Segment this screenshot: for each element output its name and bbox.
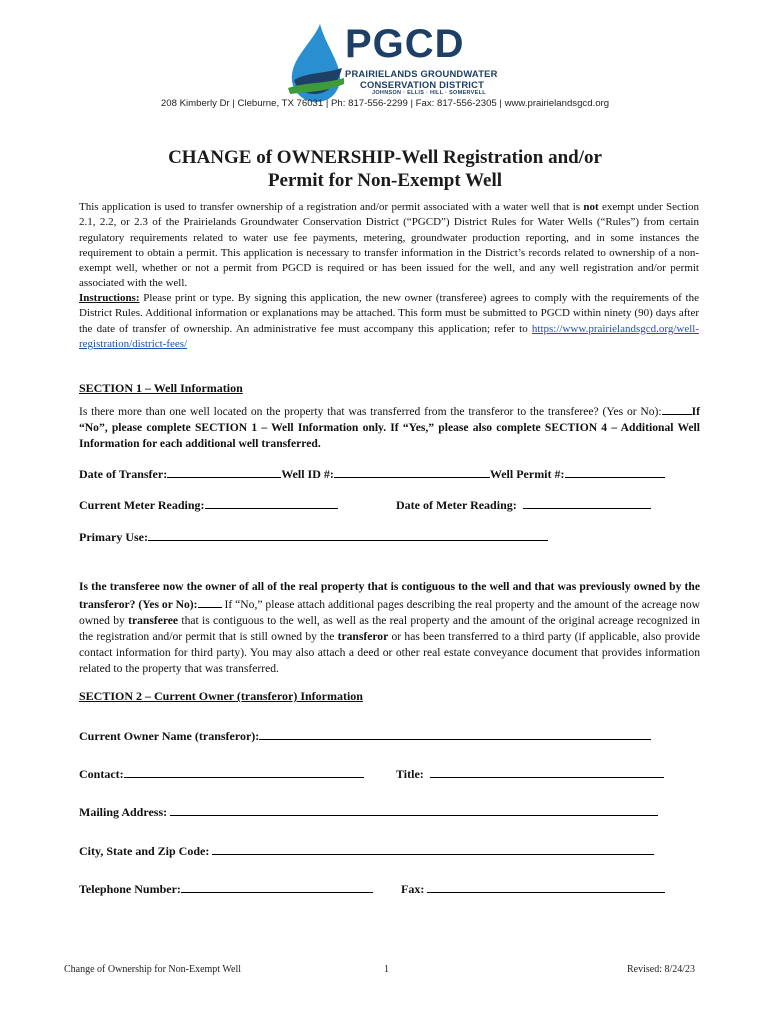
fax-row: Fax:	[401, 880, 665, 897]
instructions-label: Instructions:	[79, 292, 140, 304]
logo-subtitle: CONSERVATION DISTRICT	[360, 79, 484, 90]
footer-form-name: Change of Ownership for Non-Exempt Well	[64, 964, 242, 975]
water-drop-logo-icon	[284, 22, 346, 104]
current-meter-row: Current Meter Reading:	[79, 496, 338, 513]
current-meter-reading-field[interactable]	[205, 496, 338, 509]
letterhead	[0, 10, 770, 102]
date-of-meter-reading-field[interactable]	[523, 496, 651, 509]
logo-wordmark: PGCD	[345, 22, 465, 66]
mailing-address-row: Mailing Address:	[79, 803, 658, 820]
revised-date: Revised: 8/24/23	[627, 964, 696, 975]
city-state-zip-field[interactable]	[212, 842, 654, 855]
contact-row: Contact:	[79, 765, 364, 782]
section-1-heading: SECTION 1 – Well Information	[79, 381, 243, 395]
mailing-address-field[interactable]	[170, 803, 658, 816]
date-meter-row: Date of Meter Reading:	[396, 496, 651, 513]
date-of-transfer-field[interactable]	[167, 465, 281, 478]
owner-name-field[interactable]	[259, 727, 651, 740]
multiple-wells-question: Is there more than one well located on the property that was transferred from the transferor to the transferee? (Yes or No): If “No”, please complete SECTION 1 – Well Information only. If “Yes,” please also complete SECTION 4 – Additional Well Information for each additional well transferred.	[79, 402, 700, 452]
logo-counties: JOHNSON · ELLIS · HILL · SOMERVELL	[372, 90, 486, 96]
well-permit-field[interactable]	[565, 465, 665, 478]
district-fees-link[interactable]: https://www.prairielandsgcd.org/well-registration/district-fees/	[79, 322, 699, 350]
contact-field[interactable]	[124, 765, 364, 778]
address-line: 208 Kimberly Dr | Cleburne, TX 76031 | Ph: 817-556-2299 | Fax: 817-556-2305 | www.prairielandsgcd.org	[160, 98, 610, 109]
section-2-heading: SECTION 2 – Current Owner (transferor) Information	[79, 689, 363, 703]
page-title	[0, 146, 770, 192]
primary-use-row: Primary Use:	[79, 528, 548, 545]
telephone-row: Telephone Number:	[79, 880, 373, 897]
city-state-zip-row: City, State and Zip Code:	[79, 842, 654, 859]
fax-field[interactable]	[427, 880, 665, 893]
title-row: Title:	[396, 765, 664, 782]
title-field[interactable]	[430, 765, 664, 778]
multiple-wells-answer-field[interactable]	[662, 402, 692, 415]
page-number: 1	[384, 964, 389, 975]
well-info-row: Date of Transfer: Well ID #: Well Permit #:	[79, 465, 665, 482]
contiguous-answer-field[interactable]	[198, 595, 222, 608]
telephone-field[interactable]	[181, 880, 373, 893]
logo-subtitle: PRAIRIELANDS GROUNDWATER	[345, 68, 498, 79]
owner-name-row: Current Owner Name (transferor):	[79, 727, 651, 744]
well-id-field[interactable]	[334, 465, 490, 478]
title-line-1: CHANGE of OWNERSHIP-Well Registration and/or	[168, 147, 602, 168]
primary-use-field[interactable]	[148, 528, 548, 541]
contiguous-property-question: Is the transferee now the owner of all of the real property that is contiguous to the well and that was previously owned by the transferor? (Yes or No): If “No,” please attach additional pages describing the real property and the amount of the acreage now owned by transferee that is contiguous to the well, as well as the real property and the amount of the original acreage recognized in the registration and/or permit that is still owned by the transferor or has been transferred to a third party (if applicable, also provide contact information for third party). You may also attach a deed or other real estate conveyance document that provides information related to the property that was transferred.	[79, 580, 700, 675]
instructions-paragraph: Instructions: Please print or type. By signing this application, the new owner (transferee) agrees to comply with the requirements of the District Rules. Additional information or explanations may be attached. This form must be submitted to PGCD within ninety (90) days after the date of transfer of ownership. An administrative fee must accompany this application; refer to https://www.prairielandsgcd.org/well-registration/district-fees/	[79, 292, 699, 350]
intro-paragraph: This application is used to transfer ownership of a registration and/or permit associated with a water well that is not exempt under Section 2.1, 2.2, or 2.3 of the Prairielands Groundwater Conservation District (“PGCD”) District Rules for Water Wells (“Rules”) from certain regulatory requirements related to water use fee payments, metering, groundwater production reporting, and in some instances the requirement to obtain a permit. This application is necessary to transfer information in the District’s records related to ownership of a non-exempt well, whether or not a permit from PGCD is required or has been issued for the well, and any well registration and/or permit associated with the well.	[79, 201, 700, 290]
title-line-2: Permit for Non-Exempt Well	[267, 170, 503, 191]
